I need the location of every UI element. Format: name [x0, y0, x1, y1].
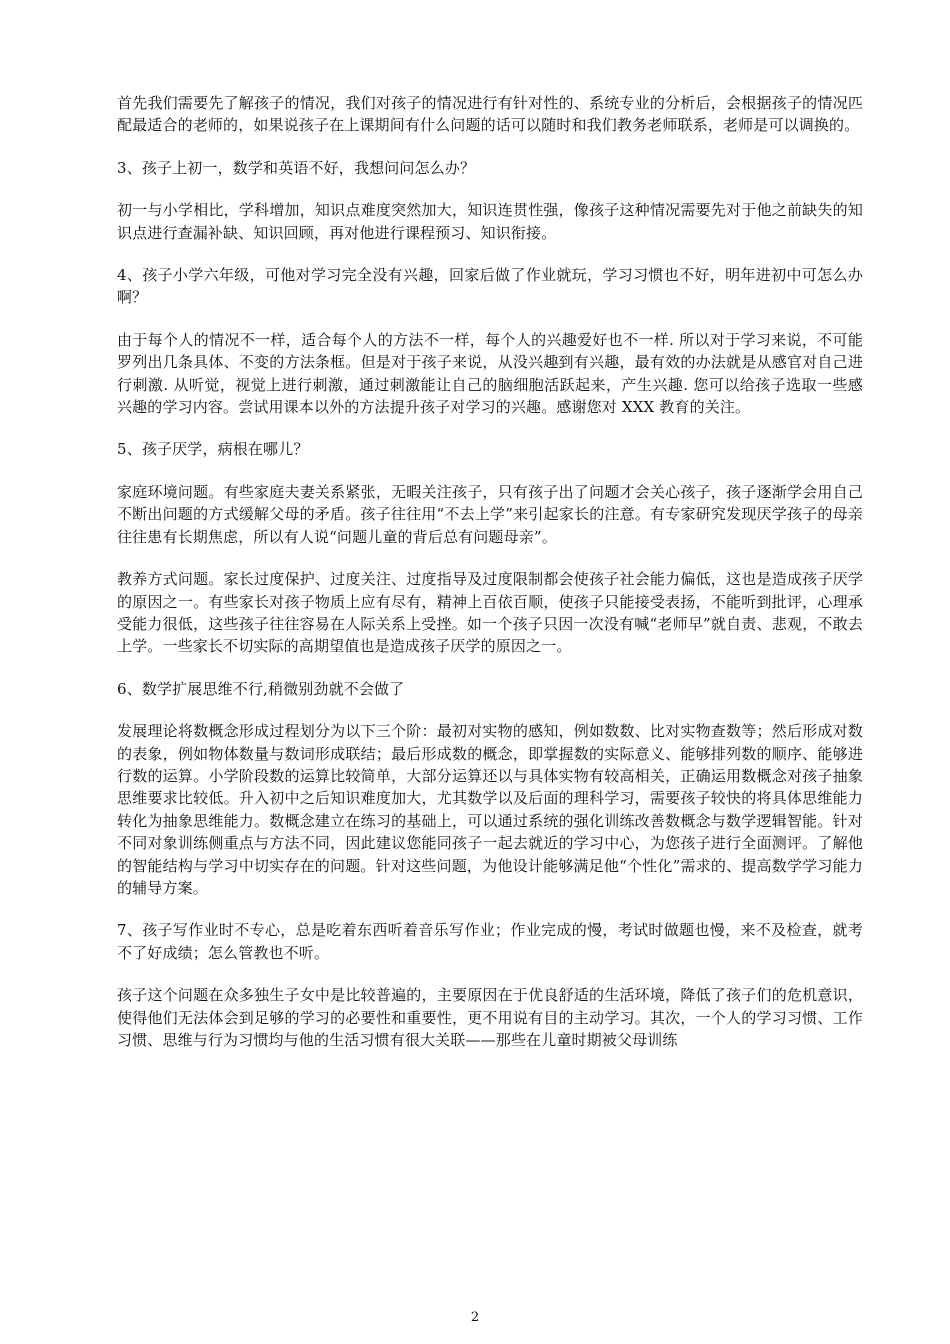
document-body	[117, 92, 863, 1071]
question-7-heading: 7、孩子写作业时不专心，总是吃着东西听着音乐写作业；作业完成的慢，考试时做题也慢，来不及检查，就考不了好成绩；怎么管教也不听。	[117, 921, 863, 962]
answer-4-paragraph: 由于每个人的情况不一样，适合每个人的方法不一样，每个人的兴趣爱好也不一样. 所以对于学习来说，不可能罗列出几条具体、不变的方法条框。但是对于孩子来说，从没兴趣到有兴趣，最有效的办法就是从感官对自己进行刺激. 从听觉，视觉上进行刺激，通过刺激能让自己的脑细胞活跃起来，产生兴趣. 您可以给孩子选取一些感兴趣的学习内容。尝试用课本以外的方法提升孩子对学习的兴趣。感谢您对 XXX 教育的关注。	[117, 330, 863, 417]
paragraph-intro: 首先我们需要先了解孩子的情况，我们对孩子的情况进行有针对性的、系统专业的分析后，会根据孩子的情况匹配最适合的老师的，如果说孩子在上课期间有什么问题的话可以随时和我们教务老师联系，老师是可以调换的。	[117, 94, 863, 135]
question-6-heading: 6、数学扩展思维不行,稍微别劲就不会做了	[117, 679, 405, 698]
answer-3-paragraph: 初一与小学相比，学科增加，知识点难度突然加大，知识连贯性强，像孩子这种情况需要先对于他之前缺失的知识点进行查漏补缺、知识回顾，再对他进行课程预习、知识衔接。	[117, 201, 863, 242]
page-number: 2	[470, 1310, 480, 1325]
question-3-heading: 3、孩子上初一，数学和英语不好，我想问问怎么办？	[117, 158, 476, 177]
question-5-heading: 5、孩子厌学，病根在哪儿？	[117, 440, 309, 459]
answer-7-paragraph: 孩子这个问题在众多独生子女中是比较普遍的，主要原因在于优良舒适的生活环境，降低了孩子们的危机意识，使得他们无法体会到足够的学习的必要性和重要性，更不用说有目的主动学习。其次，一个人的学习习惯、工作习惯、思维与行为习惯均与他的生活习惯有很大关联——那些在儿童时期被父母训练	[117, 986, 863, 1049]
answer-5-parenting-paragraph: 教养方式问题。家长过度保护、过度关注、过度指导及过度限制都会使孩子社会能力偏低，这也是造成孩子厌学的原因之一。有些家长对孩子物质上应有尽有，精神上百依百顺，使孩子只能接受表扬，不能听到批评，心理承受能力很低，这些孩子往往容易在人际关系上受挫。如一个孩子只因一次没有喊“老师早”就自责、悲观，不敢去上学。一些家长不切实际的高期望值也是造成孩子厌学的原因之一。	[117, 570, 863, 656]
answer-5-family-paragraph: 家庭环境问题。有些家庭夫妻关系紧张，无暇关注孩子，只有孩子出了问题才会关心孩子，孩子逐渐学会用自己不断出问题的方式缓解父母的矛盾。孩子往往用“不去上学”来引起家长的注意。有专家研究发现厌学孩子的母亲往往患有长期焦虑，所以有人说“问题儿童的背后总有问题母亲”。	[117, 482, 863, 546]
question-4-heading: 4、孩子小学六年级，可他对学习完全没有兴趣，回家后做了作业就玩，学习习惯也不好，明年进初中可怎么办啊？	[117, 266, 863, 307]
answer-6-paragraph: 发展理论将数概念形成过程划分为以下三个阶：最初对实物的感知，例如数数、比对实物查数等；然后形成对数的表象，例如物体数量与数词形成联结；最后形成数的概念，即掌握数的实际意义、能够排列数的顺序、能够进行数的运算。小学阶段数的运算比较简单，大部分运算还以与具体实物有较高相关，正确运用数概念对孩子抽象思维要求比较低。升入初中之后知识难度加大，尤其数学以及后面的理科学习，需要孩子较快的将具体思维能力转化为抽象思维能力。数概念建立在练习的基础上，可以通过系统的强化训练改善数概念与数学逻辑智能。针对不同对象训练侧重点与方法不同，因此建议您能同孩子一起去就近的学习中心，为您孩子进行全面测评。了解他的智能结构与学习中切实存在的问题。针对这些问题，为他设计能够满足他“个性化”需求的、提高数学学习能力的辅导方案。	[117, 722, 863, 897]
